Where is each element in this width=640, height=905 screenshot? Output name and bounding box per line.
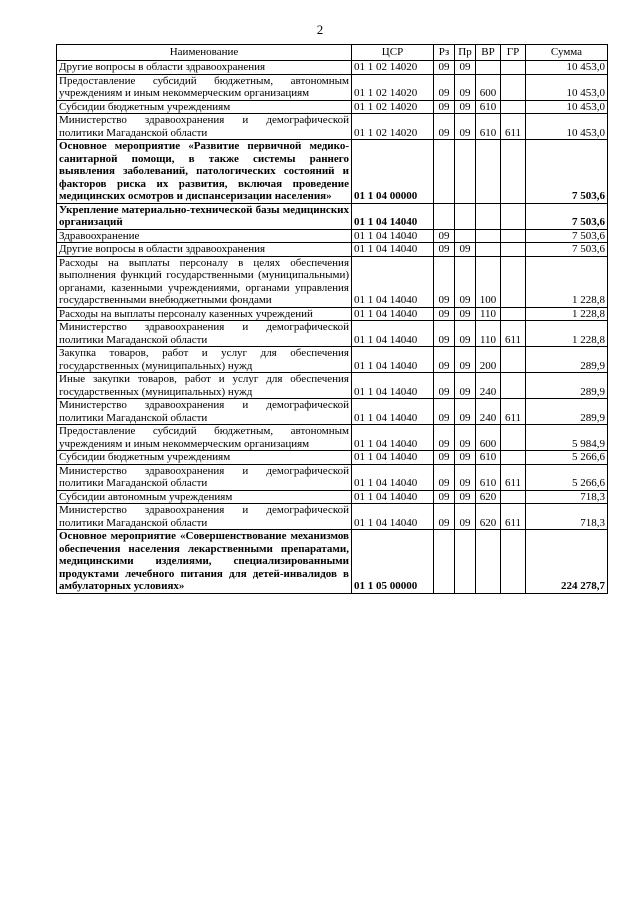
cell-gr [501, 451, 526, 465]
cell-vr: 600 [476, 74, 501, 100]
cell-rz [434, 530, 455, 594]
cell-sum: 1 228,8 [526, 321, 608, 347]
cell-pr [455, 530, 476, 594]
cell-rz [434, 140, 455, 204]
cell-vr [476, 530, 501, 594]
cell-vr: 110 [476, 321, 501, 347]
cell-gr [501, 256, 526, 307]
cell-sum: 5 266,6 [526, 451, 608, 465]
cell-rz: 09 [434, 399, 455, 425]
header-csr: ЦСР [352, 45, 434, 61]
cell-gr [501, 347, 526, 373]
table-row [57, 256, 608, 307]
cell-pr: 09 [455, 504, 476, 530]
cell-sum: 718,3 [526, 504, 608, 530]
cell-gr [501, 373, 526, 399]
cell-vr [476, 243, 501, 257]
cell-vr [476, 61, 501, 75]
cell-name: Министерство здравоохранения и демографической политики Магаданской области [57, 399, 352, 425]
table-row [57, 321, 608, 347]
table-row [57, 243, 608, 257]
cell-sum: 10 453,0 [526, 74, 608, 100]
cell-pr: 09 [455, 61, 476, 75]
cell-csr: 01 1 04 14040 [352, 229, 434, 243]
header-sum: Сумма [526, 45, 608, 61]
cell-pr [455, 229, 476, 243]
cell-csr: 01 1 02 14020 [352, 74, 434, 100]
cell-sum: 289,9 [526, 373, 608, 399]
cell-sum: 289,9 [526, 347, 608, 373]
cell-gr: 611 [501, 114, 526, 140]
cell-rz: 09 [434, 256, 455, 307]
table-row [57, 114, 608, 140]
cell-sum: 7 503,6 [526, 229, 608, 243]
cell-gr: 611 [501, 464, 526, 490]
cell-name: Предоставление субсидий бюджетным, автономным учреждениям и иным некоммерческим организациям [57, 425, 352, 451]
cell-gr: 611 [501, 321, 526, 347]
cell-name: Другие вопросы в области здравоохранения [57, 61, 352, 75]
table-row [57, 61, 608, 75]
cell-name: Субсидии автономным учреждениям [57, 490, 352, 504]
cell-sum: 10 453,0 [526, 114, 608, 140]
table-row [57, 100, 608, 114]
cell-rz: 09 [434, 347, 455, 373]
cell-vr: 110 [476, 307, 501, 321]
cell-pr: 09 [455, 114, 476, 140]
cell-sum: 5 266,6 [526, 464, 608, 490]
cell-name: Субсидии бюджетным учреждениям [57, 100, 352, 114]
header-name: Наименование [57, 45, 352, 61]
cell-gr [501, 307, 526, 321]
table-row [57, 203, 608, 229]
cell-csr: 01 1 04 14040 [352, 451, 434, 465]
cell-rz: 09 [434, 74, 455, 100]
cell-rz: 09 [434, 425, 455, 451]
cell-name: Закупка товаров, работ и услуг для обеспечения государственных (муниципальных) нужд [57, 347, 352, 373]
page-number: 2 [316, 22, 324, 37]
cell-rz: 09 [434, 464, 455, 490]
cell-pr: 09 [455, 256, 476, 307]
table-row [57, 490, 608, 504]
cell-pr: 09 [455, 464, 476, 490]
cell-name: Укрепление материально-технической базы медицинских организаций [57, 203, 352, 229]
cell-vr: 610 [476, 464, 501, 490]
cell-pr: 09 [455, 307, 476, 321]
cell-rz: 09 [434, 114, 455, 140]
cell-pr: 09 [455, 490, 476, 504]
table-row [57, 399, 608, 425]
cell-name: Расходы на выплаты персоналу в целях обеспечения выполнения функций государственными (муниципальными) органами, казенными учреждениями, органами управления государственными внебюджетными фондами [57, 256, 352, 307]
cell-gr: 611 [501, 504, 526, 530]
cell-sum: 7 503,6 [526, 203, 608, 229]
cell-csr: 01 1 04 14040 [352, 490, 434, 504]
cell-csr: 01 1 04 14040 [352, 504, 434, 530]
cell-pr: 09 [455, 243, 476, 257]
cell-rz: 09 [434, 243, 455, 257]
cell-gr [501, 61, 526, 75]
cell-vr: 600 [476, 425, 501, 451]
cell-vr: 610 [476, 100, 501, 114]
cell-vr [476, 140, 501, 204]
table-row [57, 504, 608, 530]
table-row [57, 307, 608, 321]
cell-name: Иные закупки товаров, работ и услуг для обеспечения государственных (муниципальных) нужд [57, 373, 352, 399]
cell-name: Министерство здравоохранения и демографической политики Магаданской области [57, 504, 352, 530]
cell-sum: 1 228,8 [526, 256, 608, 307]
cell-vr: 610 [476, 451, 501, 465]
cell-csr: 01 1 04 14040 [352, 373, 434, 399]
cell-sum: 224 278,7 [526, 530, 608, 594]
cell-rz [434, 203, 455, 229]
cell-vr: 240 [476, 373, 501, 399]
cell-sum: 10 453,0 [526, 100, 608, 114]
cell-sum: 1 228,8 [526, 307, 608, 321]
cell-vr: 100 [476, 256, 501, 307]
cell-rz: 09 [434, 100, 455, 114]
table-row [57, 451, 608, 465]
header-pr: Пр [455, 45, 476, 61]
cell-gr [501, 203, 526, 229]
cell-sum: 10 453,0 [526, 61, 608, 75]
cell-rz: 09 [434, 321, 455, 347]
cell-name: Здравоохранение [57, 229, 352, 243]
cell-csr: 01 1 04 00000 [352, 140, 434, 204]
cell-pr: 09 [455, 321, 476, 347]
cell-gr [501, 243, 526, 257]
cell-csr: 01 1 02 14020 [352, 100, 434, 114]
cell-pr: 09 [455, 74, 476, 100]
header-rz: Рз [434, 45, 455, 61]
budget-table [56, 44, 608, 594]
cell-csr: 01 1 02 14020 [352, 114, 434, 140]
cell-pr [455, 140, 476, 204]
cell-csr: 01 1 04 14040 [352, 256, 434, 307]
cell-csr: 01 1 04 14040 [352, 321, 434, 347]
table-row [57, 140, 608, 204]
cell-vr: 620 [476, 504, 501, 530]
cell-name: Министерство здравоохранения и демографической политики Магаданской области [57, 464, 352, 490]
cell-vr [476, 203, 501, 229]
cell-sum: 7 503,6 [526, 243, 608, 257]
cell-name: Субсидии бюджетным учреждениям [57, 451, 352, 465]
cell-sum: 718,3 [526, 490, 608, 504]
table-row [57, 464, 608, 490]
cell-vr: 240 [476, 399, 501, 425]
cell-vr: 200 [476, 347, 501, 373]
cell-rz: 09 [434, 373, 455, 399]
cell-pr: 09 [455, 100, 476, 114]
cell-csr: 01 1 04 14040 [352, 399, 434, 425]
cell-vr [476, 229, 501, 243]
cell-csr: 01 1 02 14020 [352, 61, 434, 75]
table-row [57, 229, 608, 243]
cell-csr: 01 1 05 00000 [352, 530, 434, 594]
cell-vr: 620 [476, 490, 501, 504]
cell-gr [501, 229, 526, 243]
cell-gr [501, 530, 526, 594]
cell-rz: 09 [434, 61, 455, 75]
cell-sum: 7 503,6 [526, 140, 608, 204]
cell-csr: 01 1 04 14040 [352, 425, 434, 451]
cell-pr: 09 [455, 399, 476, 425]
cell-sum: 5 984,9 [526, 425, 608, 451]
cell-pr [455, 203, 476, 229]
cell-gr [501, 140, 526, 204]
cell-rz: 09 [434, 307, 455, 321]
cell-rz: 09 [434, 451, 455, 465]
table-row [57, 425, 608, 451]
table-row [57, 530, 608, 594]
table-row [57, 373, 608, 399]
cell-gr [501, 74, 526, 100]
cell-name: Основное мероприятие «Развитие первичной медико-санитарной помощи, в также системы раннего выявления заболеваний, патологических состояний и факторов риска их развития, включая проведение медицинских осмотров и диспансеризации населения» [57, 140, 352, 204]
cell-gr [501, 490, 526, 504]
cell-rz: 09 [434, 490, 455, 504]
cell-pr: 09 [455, 425, 476, 451]
cell-name: Министерство здравоохранения и демографической политики Магаданской области [57, 321, 352, 347]
cell-csr: 01 1 04 14040 [352, 347, 434, 373]
cell-pr: 09 [455, 347, 476, 373]
header-vr: ВР [476, 45, 501, 61]
cell-rz: 09 [434, 229, 455, 243]
cell-rz: 09 [434, 504, 455, 530]
cell-csr: 01 1 04 14040 [352, 464, 434, 490]
cell-pr: 09 [455, 373, 476, 399]
cell-name: Расходы на выплаты персоналу казенных учреждений [57, 307, 352, 321]
header-gr: ГР [501, 45, 526, 61]
cell-sum: 289,9 [526, 399, 608, 425]
cell-name: Основное мероприятие «Совершенствование механизмов обеспечения населения лекарственными препаратами, медицинскими изделиями, специализированными продуктами лечебного питания для детей-инвалидов в амбулаторных условиях» [57, 530, 352, 594]
cell-gr [501, 425, 526, 451]
cell-vr: 610 [476, 114, 501, 140]
cell-gr [501, 100, 526, 114]
cell-name: Другие вопросы в области здравоохранения [57, 243, 352, 257]
cell-pr: 09 [455, 451, 476, 465]
table-row [57, 74, 608, 100]
table-header-row [57, 45, 608, 61]
cell-name: Министерство здравоохранения и демографической политики Магаданской области [57, 114, 352, 140]
cell-csr: 01 1 04 14040 [352, 203, 434, 229]
table-row [57, 347, 608, 373]
cell-csr: 01 1 04 14040 [352, 243, 434, 257]
cell-csr: 01 1 04 14040 [352, 307, 434, 321]
cell-gr: 611 [501, 399, 526, 425]
cell-name: Предоставление субсидий бюджетным, автономным учреждениям и иным некоммерческим организациям [57, 74, 352, 100]
table-body [57, 61, 608, 594]
